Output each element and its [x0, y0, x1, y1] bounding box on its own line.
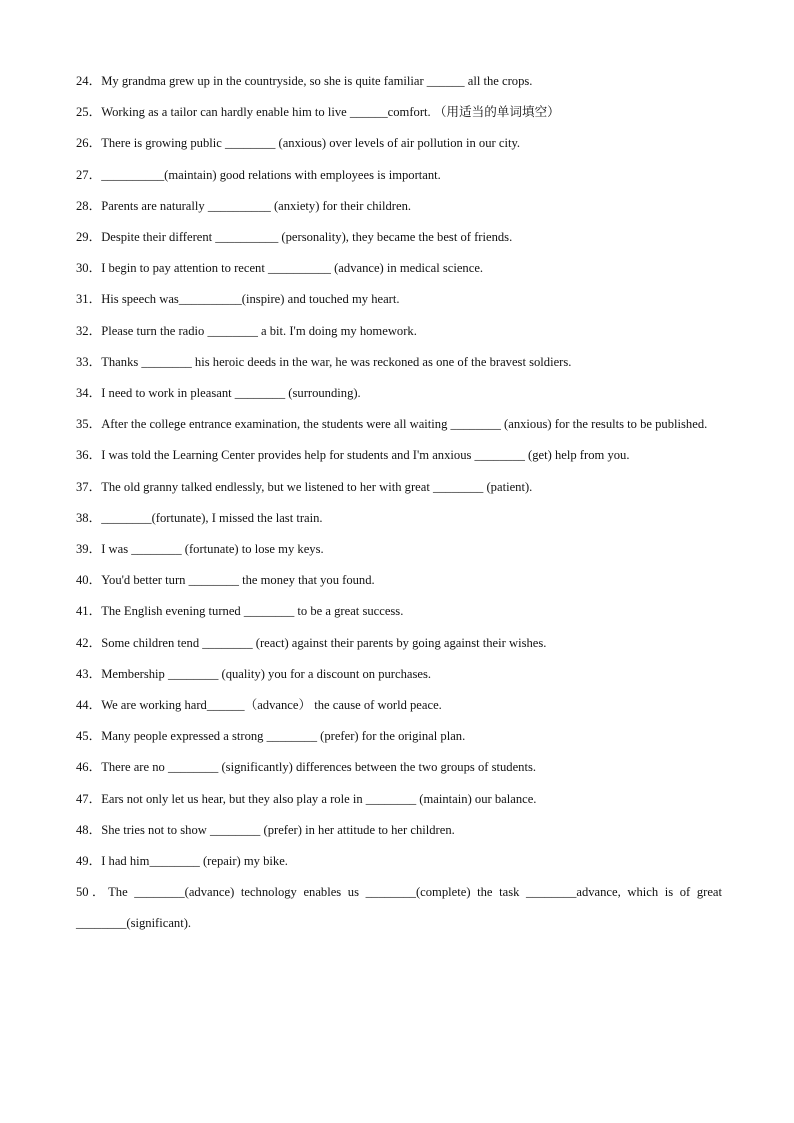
item-number: 45．	[76, 729, 102, 744]
item-number: 43．	[76, 666, 102, 681]
exercise-item	[76, 846, 722, 877]
exercise-item	[76, 503, 722, 534]
exercise-item	[76, 596, 722, 627]
exercise-item	[76, 222, 722, 253]
item-text: She tries not to show ________ (prefer) in her attitude to her children.	[101, 822, 455, 837]
item-text: ________(fortunate), I missed the last train.	[101, 510, 323, 525]
item-number: 42．	[76, 635, 102, 650]
exercise-item	[76, 191, 722, 222]
item-number: 47．	[76, 791, 102, 806]
item-number: 37．	[76, 479, 102, 494]
item-number: 31．	[76, 292, 102, 307]
item-text: There is growing public ________ (anxious) over levels of air pollution in our city.	[101, 136, 521, 151]
exercise-item	[76, 659, 722, 690]
item-number: 33．	[76, 354, 102, 369]
item-text: Many people expressed a strong ________ (prefer) for the original plan.	[101, 729, 466, 744]
item-number: 39．	[76, 542, 102, 557]
item-text: There are no ________ (significantly) differences between the two groups of students.	[101, 760, 537, 775]
item-text: Membership ________ (quality) you for a discount on purchases.	[101, 666, 432, 681]
exercise-item	[76, 690, 722, 721]
exercise-item	[76, 472, 722, 503]
item-number: 32．	[76, 323, 102, 338]
exercise-item	[76, 815, 722, 846]
item-number: 27．	[76, 167, 102, 182]
item-number: 28．	[76, 198, 102, 213]
exercise-item	[76, 721, 722, 752]
item-text: I need to work in pleasant ________ (surrounding).	[101, 386, 361, 401]
item-number: 46．	[76, 760, 102, 775]
item-number: 44．	[76, 698, 102, 713]
item-text: His speech was__________(inspire) and touched my heart.	[101, 292, 400, 307]
item-number: 49．	[76, 854, 102, 869]
item-text: The old granny talked endlessly, but we listened to her with great ________ (patient).	[101, 479, 533, 494]
item-text: Working as a tailor can hardly enable him to live ______comfort. （用适当的单词填空）	[101, 105, 560, 120]
exercise-item	[76, 347, 722, 378]
item-number: 30．	[76, 261, 102, 276]
exercise-item	[76, 316, 722, 347]
item-number: 29．	[76, 230, 102, 245]
exercise-item	[76, 160, 722, 191]
exercise-item	[76, 440, 722, 471]
item-text: Some children tend ________ (react) against their parents by going against their wishes.	[101, 635, 547, 650]
exercise-item	[76, 378, 722, 409]
exercise-item	[76, 128, 722, 159]
item-text: Thanks ________ his heroic deeds in the war, he was reckoned as one of the bravest soldiers.	[101, 354, 572, 369]
item-number: 38．	[76, 510, 102, 525]
item-text: Parents are naturally __________ (anxiety) for their children.	[101, 198, 412, 213]
exercise-list	[76, 66, 722, 940]
item-text: I was told the Learning Center provides help for students and I'm anxious ________ (get) help from you.	[101, 448, 630, 463]
item-number: 35．	[76, 417, 102, 432]
item-text: The English evening turned ________ to be a great success.	[101, 604, 404, 619]
exercise-item	[76, 409, 722, 440]
item-number: 25．	[76, 105, 102, 120]
item-text: My grandma grew up in the countryside, so she is quite familiar ______ all the crops.	[101, 74, 533, 88]
exercise-item	[76, 97, 722, 128]
exercise-item	[76, 784, 722, 815]
item-text: I begin to pay attention to recent __________ (advance) in medical science.	[101, 261, 484, 276]
item-text: We are working hard______（advance） the cause of world peace.	[101, 698, 442, 713]
exercise-item	[76, 284, 722, 315]
item-text: The ________(advance) technology enables us ________(complete) the task ________advance, which is of great ________(significant).	[76, 885, 722, 931]
item-number: 24．	[76, 74, 102, 88]
exercise-item	[76, 628, 722, 659]
item-text: After the college entrance examination, the students were all waiting ________ (anxious) for the results to be published.	[101, 417, 708, 432]
exercise-item	[76, 877, 722, 939]
item-number: 50．	[76, 885, 109, 900]
item-text: You'd better turn ________ the money that you found.	[101, 573, 375, 588]
item-number: 26．	[76, 136, 102, 151]
item-number: 40．	[76, 573, 102, 588]
item-text: I was ________ (fortunate) to lose my keys.	[101, 542, 324, 557]
item-number: 36．	[76, 448, 102, 463]
exercise-item	[76, 752, 722, 783]
item-number: 34．	[76, 386, 102, 401]
exercise-item	[76, 66, 722, 97]
item-number: 41．	[76, 604, 102, 619]
item-text: Please turn the radio ________ a bit. I'm doing my homework.	[101, 323, 417, 338]
item-text: I had him________ (repair) my bike.	[101, 854, 288, 869]
exercise-item	[76, 253, 722, 284]
exercise-item	[76, 565, 722, 596]
exercise-item	[76, 534, 722, 565]
item-number: 48．	[76, 822, 102, 837]
item-text: Ears not only let us hear, but they also play a role in ________ (maintain) our balance.	[101, 791, 537, 806]
item-text: Despite their different __________ (personality), they became the best of friends.	[101, 230, 513, 245]
item-text: __________(maintain) good relations with employees is important.	[101, 167, 441, 182]
